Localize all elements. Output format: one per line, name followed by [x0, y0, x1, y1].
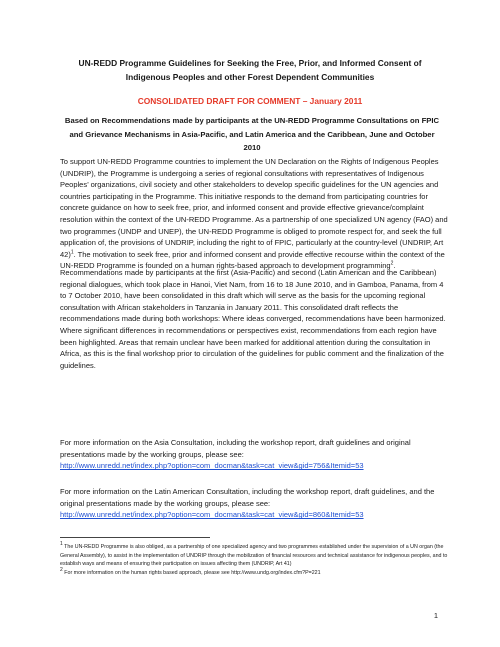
footnote-1: [60, 543, 448, 569]
paragraph-asia-consultation: [60, 437, 448, 472]
footnote-2-text: For more information on the human rights based approach, please see http://www.undg.org/index.cfm?P=221: [64, 570, 321, 577]
footnote-ref-2[interactable]: 2: [390, 260, 394, 267]
page-number: 1: [433, 611, 438, 620]
paragraph-intro-text-a: To support UN-REDD Programme countries to implement the UN Declaration on the Rights of Indigenous Peoples (UNDRIP), the Programme is undergoing a series of regional consultations with representatives of Indigenous Peoples’ organizations, civil society and other stakeholders to develop specific guidelines for the UN agencies and countries participating in the Programme. This initiative responds to the demand from participating countries for concrete guidance on how to seek free, prior, and informed consent and provide effective grievance/complaint resolution within the context of the UN-REDD Programme. As a partnership of one specialized UN agency (FAO) and two programmes (UNDP and UNEP), the UN-REDD Programme is obliged to promote respect for, and seek the full application of, the provisions of UNDRIP, including the right to of FPIC, particularly at the country-level (UNDRIP, Art 42): [60, 157, 448, 259]
asia-consultation-link[interactable]: http://www.unredd.net/index.php?option=com_docman&task=cat_view&gid=756&Itemid=53: [60, 461, 364, 471]
document-subtitle: CONSOLIDATED DRAFT FOR COMMENT – January 2011: [137, 96, 363, 106]
footnote-1-number: 1: [60, 541, 63, 548]
based-on-statement: Based on Recommendations made by participants at the UN-REDD Programme Consultations on FPIC and Grievance Mechanisms in Asia-Pacific, and Latin America and the Caribbean, June and October 2010: [64, 116, 440, 152]
paragraph-recommendations: Recommendations made by participants at the first (Asia-Pacific) and second (Latin American and the Caribbean) regional dialogues, which took place in Hanoi, Viet Nam, from 16 to 18 June 2010, and in Gamboa, Panama, from 4 to 7 October 2010, have been consolidated in this draft which will serve as the basis for the upcoming regional consultation with African stakeholders in Tanzania in January 2011. This consolidated draft reflects the recommendations made during both workshops: Where ideas converged, recommendations have been harmonized. Where significant differences in recommendations or perspectives exist, recommendations from each region have been highlighted. Areas that remain unclear have been marked for additional attention during the consultation in Africa, as this is the final workshop prior to circulation of the guidelines for public comment and the finalization of the guidelines.: [60, 268, 446, 370]
asia-consultation-text: For more information on the Asia Consultation, including the workshop report, draft guidelines and original presentations made by the working groups, please see:: [60, 438, 411, 459]
document-title: UN-REDD Programme Guidelines for Seeking the Free, Prior, and Informed Consent of Indigenous Peoples and other Forest Dependent Communities: [78, 58, 422, 82]
footnote-divider: [60, 537, 210, 538]
latin-america-consultation-link[interactable]: http://www.unredd.net/index.php?option=com_docman&task=cat_view&gid=860&Itemid=53: [60, 510, 364, 520]
paragraph-latin-america-consultation: [60, 486, 448, 521]
paragraph-intro-text-b: . The motivation to seek free, prior and informed consent and provide effective recourse within the context of the UN-REDD Programme is founded on a human rights-based approach to development programming: [60, 249, 445, 271]
footnote-1-text: The UN-REDD Programme is also obliged, as a partnership of one specialized agency and two programmes established under the supervision of a UN organ (the General Assembly), to assist in the implementation of UNDRIP through the mobilization of financial resources and technical assistance for indigenous peoples, and to establish ways and means of ensuring their participation on issues affecting them (UNDRIP, Art 41): [60, 544, 448, 568]
paragraph-intro: [60, 156, 448, 272]
latin-america-consultation-text: For more information on the Latin American Consultation, including the workshop report, draft guidelines, and the original presentations made by the working groups, please see:: [60, 487, 435, 508]
footnote-ref-1[interactable]: 1: [70, 249, 74, 256]
footnotes: [60, 543, 448, 578]
footnote-2: [60, 569, 448, 578]
paragraph-intro-text-c: .: [393, 261, 396, 271]
footnote-2-number: 2: [60, 567, 63, 574]
